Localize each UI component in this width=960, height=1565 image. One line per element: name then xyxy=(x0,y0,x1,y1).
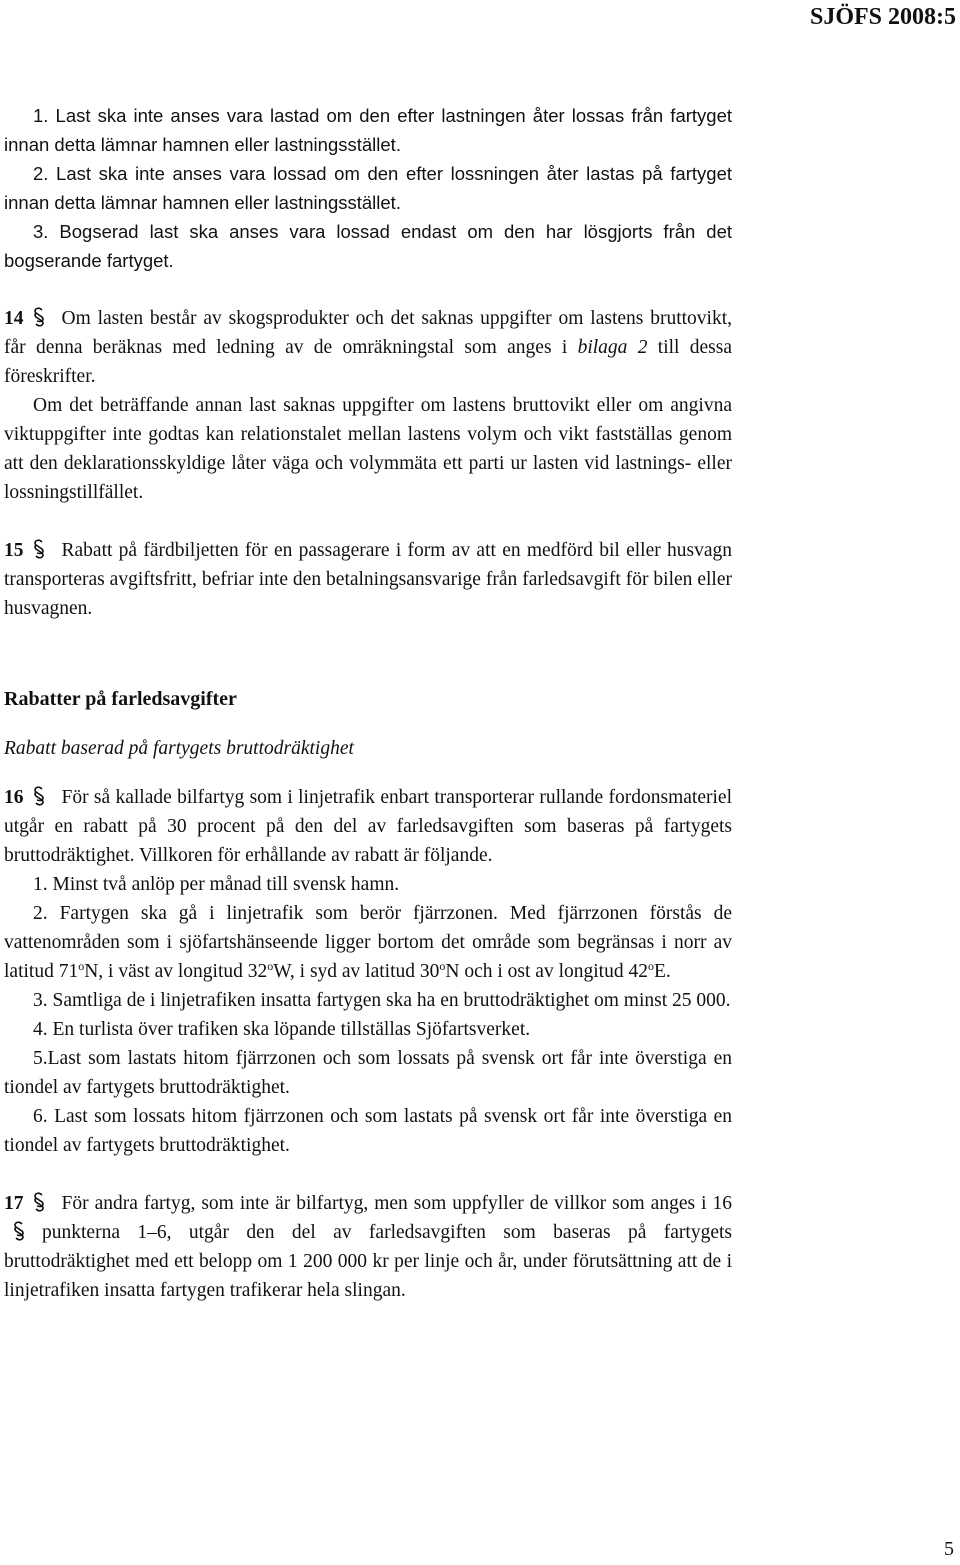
page-number: 5 xyxy=(944,1538,954,1560)
section-sign-icon xyxy=(32,307,46,327)
section-sign-icon xyxy=(32,539,46,559)
condition-item-3: 3. Samtliga de i linjetrafiken insatta fartygen ska ha en bruttodräktighet om minst 25 000. xyxy=(33,990,731,1011)
section-sign-icon xyxy=(32,1192,46,1212)
section-sign-icon xyxy=(12,1221,26,1241)
list-item-2: 2. Last ska inte anses vara lossad om den efter lossningen åter lastas på fartyget innan detta lämnar hamnen eller lastningsstället. xyxy=(4,163,732,213)
condition-item-1: 1. Minst två anlöp per månad till svensk hamn. xyxy=(33,874,400,895)
condition-item-4: 4. En turlista över trafiken ska löpande tillställas Sjöfartsverket. xyxy=(33,1019,531,1040)
section-number: 14 xyxy=(4,308,24,329)
section-15: 15 Rabatt på färdbiljetten för en passagerare i form av att en medförd bil eller husvagn transporteras avgiftsfritt, befriar inte den betalningsansvarige från farledsavgift för bilen eller husvagnen. xyxy=(4,540,732,619)
list-item-1: 1. Last ska inte anses vara lastad om den efter lastningen åter lossas från fartyget innan detta lämnar hamnen eller lastningsstället. xyxy=(4,105,732,155)
section-number: 17 xyxy=(4,1193,24,1214)
page-content xyxy=(4,101,732,1305)
section-16: 16 För så kallade bilfartyg som i linjetrafik enbart transporterar rullande fordonsmateriel utgår en rabatt på 30 procent på den del av farledsavgiften som baseras på fartygets bruttodräktighet. Villkoren för erhållande av rabatt är följande. 1. Minst två anlöp per månad till svensk hamn. 2. Fartygen ska gå i linjetrafik som berör fjärrzonen. Med fjärrzonen förstås de vattenområden som i sjöfartshänseende ligger bortom det område som begränsas i norr av latitud 71$^o$N, i väst av longitud 32$^o$W, i syd av latitud 30$^o$N och i ost av longitud 42$^o$E. 3. Samtliga de i linjetrafiken insatta fartygen ska ha en bruttodräktighet om minst 25 000. 4. En turlista över trafiken ska löpande tillställas Sjöfartsverket. 5.Last som lastats hitom fjärrzonen och som lossats på svensk ort får inte överstiga en tiondel av fartygets bruttodräktighet. 6. Last som lossats hitom fjärrzonen och som lastats på svensk ort får inte överstiga en tiondel av fartygets bruttodräktighet. xyxy=(4,783,732,1160)
annex-reference: bilaga 2 xyxy=(577,337,648,358)
section-subheading: Rabatt baserad på fartygets bruttodräktighet xyxy=(4,738,354,759)
document-id-header: SJÖFS 2008:5 xyxy=(809,4,956,30)
list-item-3: 3. Bogserad last ska anses vara lossad endast om den har lösgjorts från det bogserande fartyget. xyxy=(4,221,732,271)
section-14: 14 Om lasten består av skogsprodukter och det saknas uppgifter om lastens bruttovikt, får denna beräknas med ledning av de omräkningstal som anges i bilaga 2 till dessa föreskrifter. Om det beträffande annan last saknas uppgifter om lastens bruttovikt eller om angivna viktuppgifter inte godtas kan relationstalet mellan lastens volym och vikt fastställas genom att den deklarationsskyldige låter väga och volymmäta ett parti ur lasten vid lastnings- eller lossningstillfället. xyxy=(4,304,732,507)
condition-item-6: 6. Last som lossats hitom fjärrzonen och som lastats på svensk ort får inte överstiga en tiondel av fartygets bruttodräktighet. xyxy=(4,1106,732,1156)
section-14-paragraph-2: Om det beträffande annan last saknas uppgifter om lastens bruttovikt eller om angivna viktuppgifter inte godtas kan relationstalet mellan lastens volym och vikt fastställas genom att den deklarationsskyldige låter väga och volymmäta ett parti ur lasten vid lastnings- eller lossningstillfället. xyxy=(4,395,732,503)
condition-item-2: 2. Fartygen ska gå i linjetrafik som berör fjärrzonen. Med fjärrzonen förstås de vattenområden som i sjöfartshänseende ligger bortom det område som begränsas i norr av latitud 71$^o$N, i väst av longitud 32$^o$W, i syd av latitud 30$^o$N och i ost av longitud 42$^o$E. xyxy=(4,903,732,982)
section-heading: Rabatter på farledsavgifter xyxy=(4,688,237,710)
section-17: 17 För andra fartyg, som inte är bilfartyg, men som uppfyller de villkor som anges i 16 punkterna 1–6, utgår den del av farledsavgiften som baseras på fartygets bruttodräktighet med ett belopp om 1 200 000 kr per linje och år, under förutsättning att de i linjetrafiken insatta fartygen trafikerar hela slingan. xyxy=(4,1193,732,1301)
section-number: 16 xyxy=(4,787,24,808)
section-sign-icon xyxy=(32,786,46,806)
condition-item-5: 5.Last som lastats hitom fjärrzonen och som lossats på svensk ort får inte överstiga en tiondel av fartygets bruttodräktighet. xyxy=(4,1048,732,1098)
top-list xyxy=(4,101,732,275)
section-number: 15 xyxy=(4,540,24,561)
